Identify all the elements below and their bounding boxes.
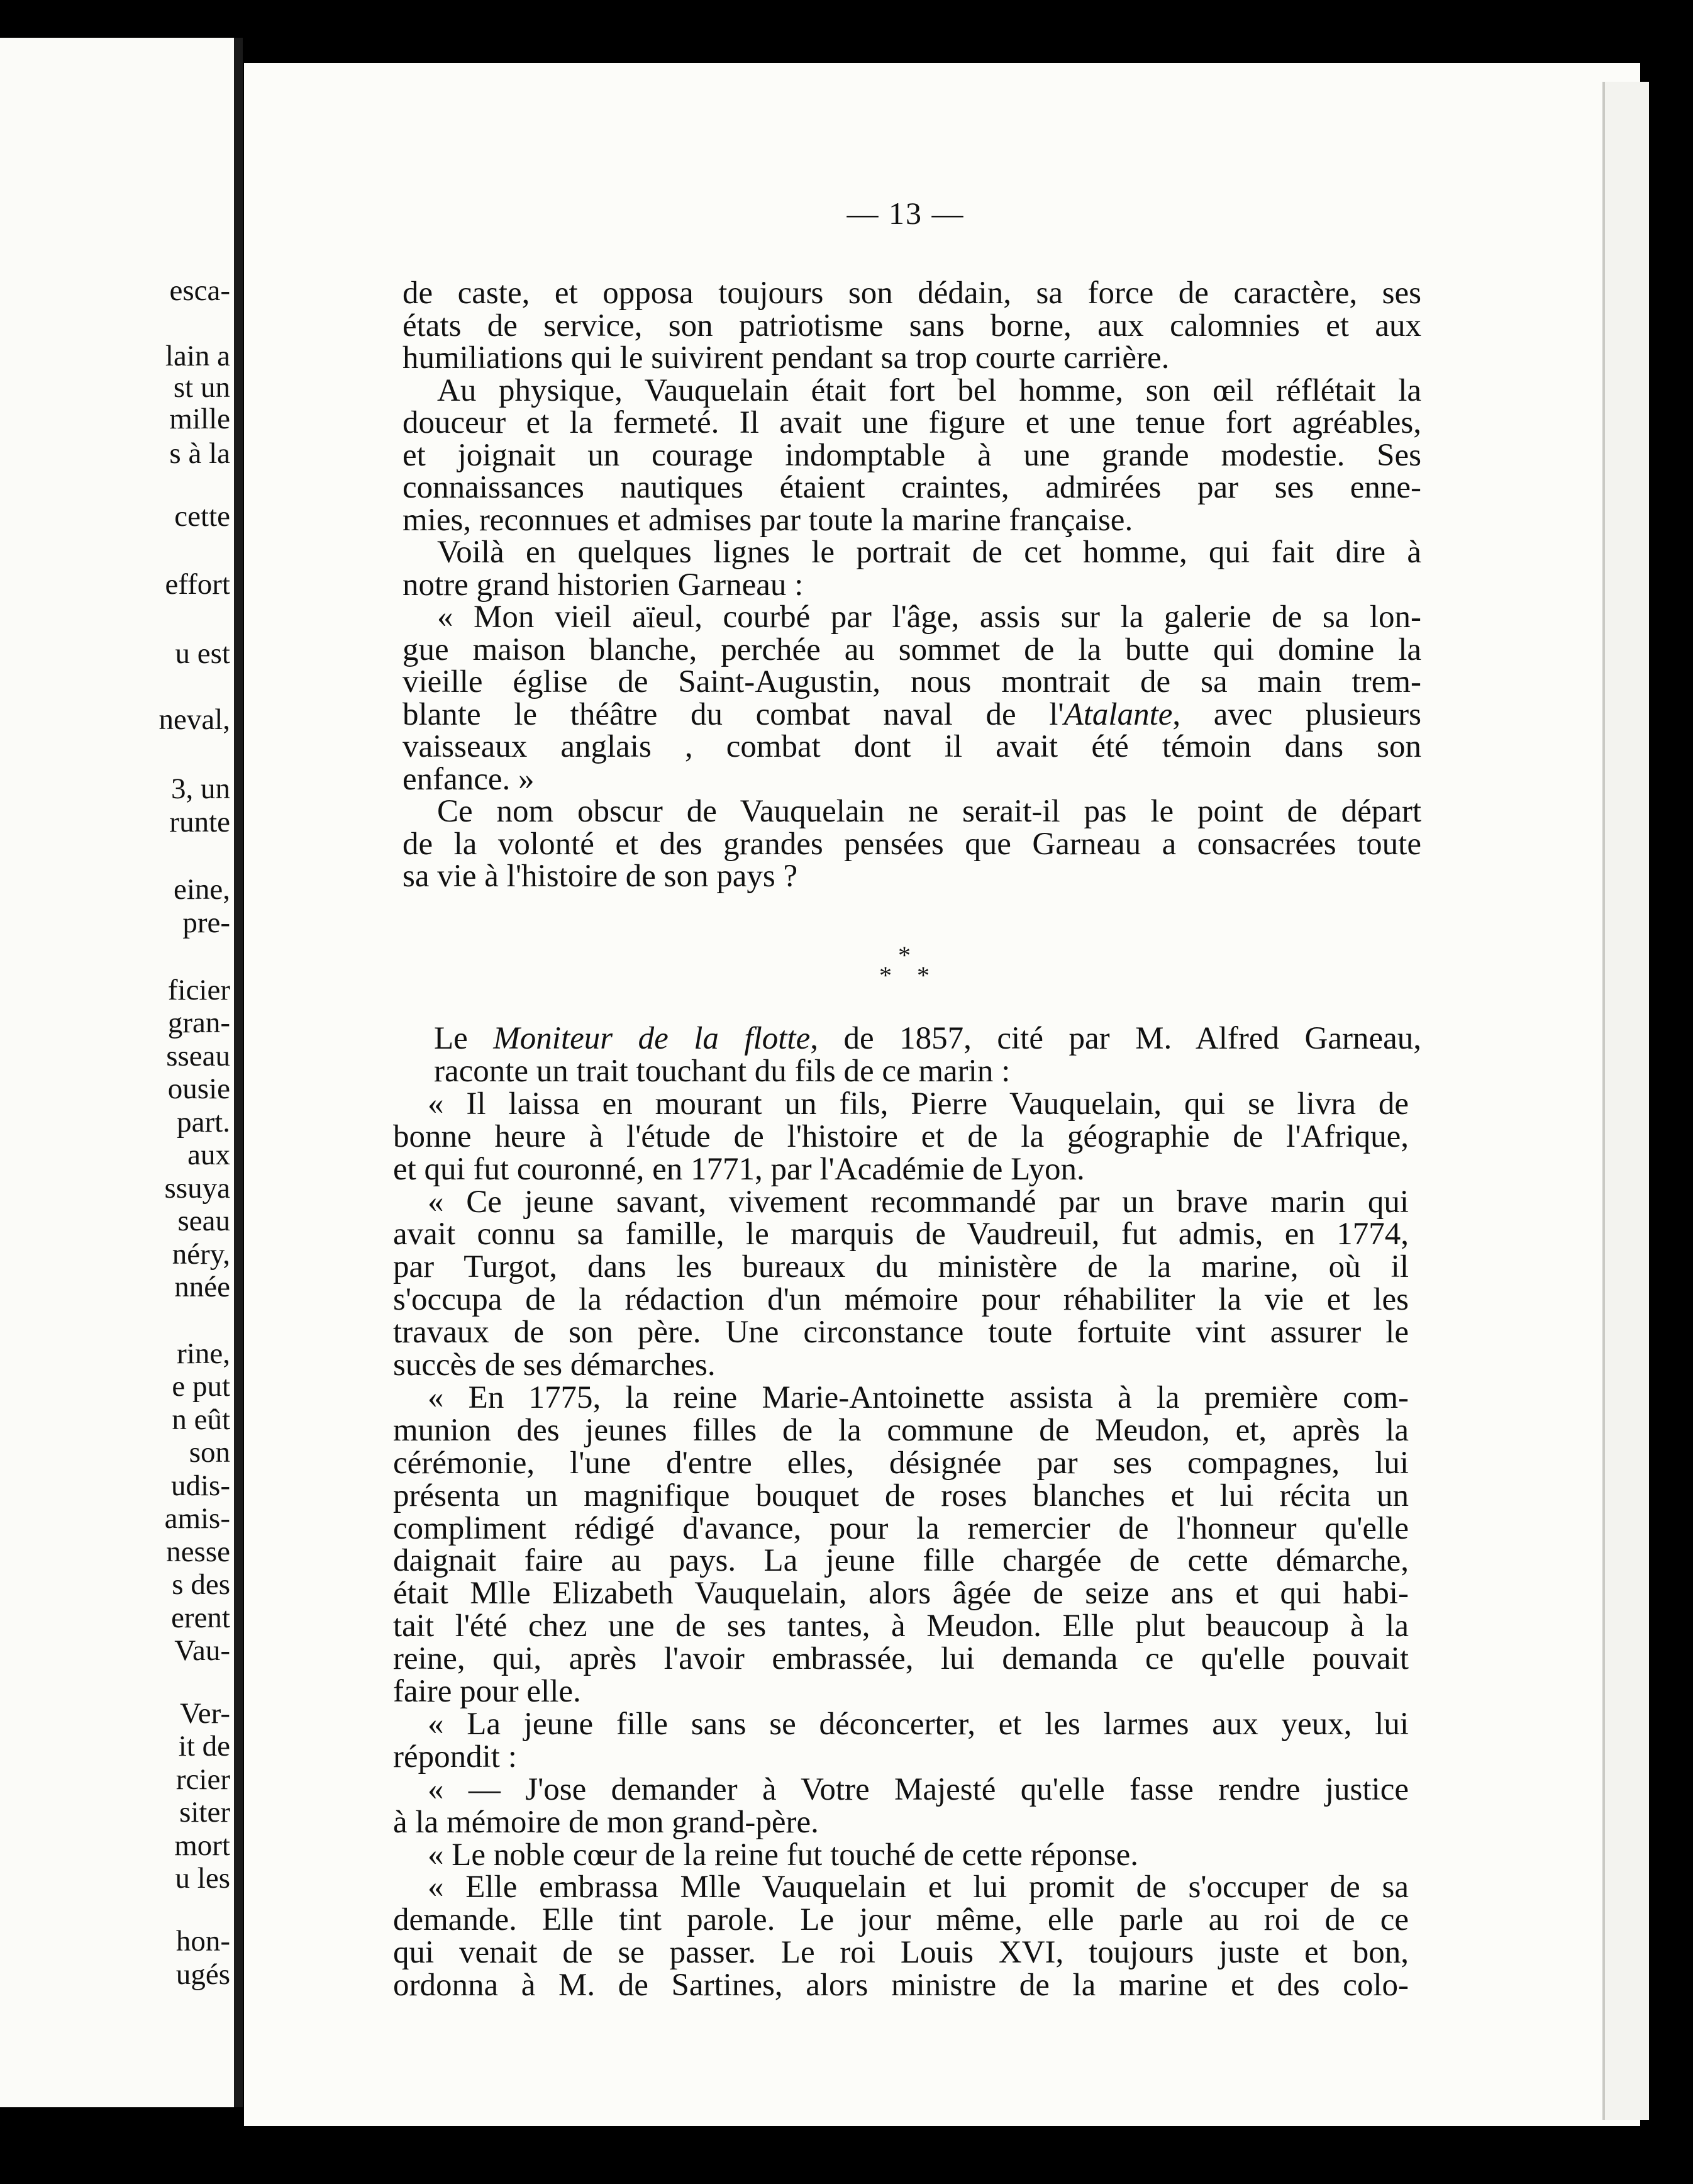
text-line (402, 471, 1421, 504)
text-span: à la mémoire de mon grand-père. (393, 1804, 819, 1840)
text-span: s'occupa de la rédaction d'un mémoire pour réhabiliter la vie et les (393, 1282, 1409, 1318)
text-span: cérémonie, l'une d'entre elles, désignée par ses compagnes, lui (393, 1445, 1409, 1481)
text-span: sa vie à l'histoire de son pays ? (402, 859, 798, 894)
left-page-fragment: rcier (175, 1763, 230, 1796)
left-page-fragment: hon- (175, 1925, 230, 1958)
text-span: mies, reconnues et admises par toute la marine française. (402, 502, 1133, 538)
text-span: ordonna à M. de Sartines, alors ministre de la marine et des colo- (393, 1968, 1409, 2003)
text-line (402, 406, 1421, 439)
text-span: « En 1775, la reine Marie-Antoinette assista à la première com- (428, 1379, 1409, 1415)
text-line (402, 569, 1421, 601)
text-span: « Le noble cœur de la reine fut touché de cette réponse. (428, 1837, 1138, 1873)
text-span: de caste, et opposa toujours son dédain, sa force de caractère, ses (402, 276, 1421, 311)
text-span: reine, qui, après l'avoir embrassée, lui demanda ce qu'elle pouvait (393, 1641, 1409, 1677)
left-page-fragment: neval, (158, 703, 230, 736)
left-page-fragment: st un (173, 371, 230, 404)
text-line (437, 795, 1421, 828)
text-line (402, 698, 1421, 731)
text-span: demande. Elle tint parole. Le jour même, elle parle au roi de ce (393, 1902, 1409, 1938)
text-line (437, 601, 1421, 633)
text-span: par Turgot, dans les bureaux du ministère de la marine, où il (393, 1249, 1409, 1285)
text-line (393, 1969, 1409, 2002)
text-line (393, 1512, 1409, 1545)
text-line (434, 1055, 1409, 1088)
text-line (393, 1283, 1409, 1316)
left-page-fragment: u les (175, 1862, 230, 1895)
text-span: Ce nom obscur de Vauquelain ne serait-il pas le point de départ (437, 794, 1421, 829)
text-span: gue maison blanche, perchée au sommet de la butte qui domine la (402, 632, 1421, 667)
text-line (402, 860, 1421, 893)
text-line (437, 536, 1421, 569)
text-line (393, 1903, 1409, 1936)
left-facing-page (0, 38, 243, 2107)
text-line (428, 1088, 1409, 1120)
text-span: enfance. » (402, 761, 535, 797)
page-edge (1602, 82, 1649, 2120)
section-asterism: * * * (879, 941, 930, 989)
left-page-fragment: seau (177, 1205, 230, 1237)
left-page-fragment: son (189, 1436, 230, 1469)
text-line (428, 1186, 1409, 1218)
italic-title: Atalante (1063, 696, 1173, 732)
text-line (393, 1577, 1409, 1610)
left-page-fragment: ousie (167, 1072, 230, 1105)
text-span: travaux de son père. Une circonstance toute fortuite vint assurer le (393, 1315, 1409, 1351)
left-page-fragment: pre- (182, 906, 230, 939)
text-span: Au physique, Vauquelain était fort bel homme, son œil réflétait la (437, 372, 1421, 408)
left-page-fragment: ficier (167, 974, 230, 1006)
text-span: compliment rédigé d'avance, pour la remercier de l'honneur qu'elle (393, 1510, 1409, 1546)
left-page-fragment: mort (174, 1829, 230, 1862)
left-page-fragment: Ver- (180, 1697, 230, 1730)
left-page-fragment: cette (174, 500, 230, 533)
text-span: répondit : (393, 1739, 517, 1774)
text-line (402, 828, 1421, 861)
text-span: « — J'ose demander à Votre Majesté qu'elle fasse rendre justice (428, 1771, 1409, 1807)
text-span: , avec plusieurs (1172, 696, 1421, 732)
text-line (393, 1414, 1409, 1447)
text-line (402, 439, 1421, 472)
text-span: et qui fut couronné, en 1771, par l'Académie de Lyon. (393, 1151, 1085, 1187)
left-page-fragment: lain a (165, 340, 230, 372)
text-span: vaisseaux anglais , combat dont il avait été témoin dans son (402, 729, 1421, 764)
left-page-fragment: s à la (169, 437, 230, 470)
text-span: raconte un trait touchant du fils de ce marin : (434, 1053, 1011, 1089)
text-span: daignait faire au pays. La jeune fille chargée de cette démarche, (393, 1543, 1409, 1579)
text-span: blante le théâtre du combat naval de l' (402, 696, 1064, 732)
text-span: était Mlle Elizabeth Vauquelain, alors âgée de seize ans et qui habi- (393, 1576, 1409, 1612)
text-line (393, 1120, 1409, 1153)
left-page-fragment: rine, (177, 1337, 230, 1370)
text-line (437, 374, 1421, 407)
text-line (428, 1708, 1409, 1741)
left-page-fragment: s des (172, 1568, 230, 1601)
text-span: , de 1857, cité par M. Alfred Garneau, (810, 1021, 1421, 1056)
text-line (428, 1773, 1409, 1806)
text-span: notre grand historien Garneau : (402, 567, 804, 603)
left-page-fragment: aux (187, 1139, 230, 1171)
left-page-fragment: néry, (172, 1238, 230, 1271)
text-line (393, 1349, 1409, 1381)
italic-title: Moniteur de la flotte (493, 1021, 811, 1056)
left-page-fragment: it de (178, 1730, 230, 1763)
text-line (402, 666, 1421, 698)
text-span: qui venait de se passer. Le roi Louis XVI, toujours juste et bon, (393, 1935, 1409, 1971)
left-page-fragment: eine, (173, 873, 230, 906)
text-line (402, 277, 1421, 309)
text-span: faire pour elle. (393, 1674, 581, 1709)
left-page-fragment: gran- (167, 1006, 230, 1039)
text-span: douceur et la fermeté. Il avait une figure et une tenue fort agréables, (402, 405, 1421, 440)
text-line (402, 763, 1421, 796)
left-page-fragment: n eût (172, 1403, 230, 1436)
left-page-fragment: ugés (175, 1958, 230, 1991)
text-line (393, 1251, 1409, 1283)
text-span: « Mon vieil aïeul, courbé par l'âge, assis sur la galerie de sa lon- (437, 599, 1421, 635)
text-line (393, 1479, 1409, 1512)
text-line (393, 1218, 1409, 1251)
text-span: « Ce jeune savant, vivement recommandé par un brave marin qui (428, 1184, 1409, 1220)
text-span: Voilà en quelques lignes le portrait de cet homme, qui fait dire à (437, 535, 1421, 570)
left-page-fragment: sseau (166, 1040, 230, 1072)
text-span: munion des jeunes filles de la commune de Meudon, et, après la (393, 1412, 1409, 1448)
text-line (393, 1153, 1409, 1186)
text-line (428, 1871, 1409, 1903)
text-line (402, 633, 1421, 666)
page-number: — 13 — (846, 196, 965, 231)
text-span: Le (434, 1021, 494, 1056)
text-span: tait l'été chez une de ses tantes, à Meudon. Elle plut beaucoup à la (393, 1608, 1409, 1644)
text-span: bonne heure à l'étude de l'histoire et de la géographie de l'Afrique, (393, 1118, 1409, 1154)
text-span: « Il laissa en mourant un fils, Pierre Vauquelain, qui se livra de (428, 1086, 1409, 1122)
text-line (393, 1610, 1409, 1642)
text-span: présenta un magnifique bouquet de roses blanches et lui récita un (393, 1478, 1409, 1513)
left-page-fragment: part. (177, 1106, 230, 1139)
text-line (393, 1936, 1409, 1969)
text-line (402, 504, 1421, 537)
text-line (428, 1839, 1409, 1871)
left-page-fragment: nesse (166, 1535, 230, 1568)
left-page-fragment: udis- (171, 1469, 230, 1502)
text-span: succès de ses démarches. (393, 1347, 716, 1383)
left-page-fragment: effort (165, 568, 230, 601)
text-line (393, 1806, 1409, 1839)
text-span: connaissances nautiques étaient craintes, admirées par ses enne- (402, 470, 1421, 505)
text-line (402, 730, 1421, 763)
left-page-fragment: e put (172, 1370, 230, 1403)
text-span: états de service, son patriotisme sans borne, aux calomnies et aux (402, 308, 1421, 343)
text-span: avait connu sa famille, le marquis de Vaudreuil, fut admis, en 1774, (393, 1217, 1409, 1252)
text-span: et joignait un courage indomptable à une grande modestie. Ses (402, 437, 1421, 473)
left-page-fragment: siter (179, 1796, 230, 1829)
text-span: « Elle embrassa Mlle Vauquelain et lui promit de s'occuper de sa (428, 1869, 1409, 1905)
text-line (434, 1022, 1421, 1055)
text-line (393, 1675, 1409, 1708)
left-page-fragment: amis- (164, 1502, 230, 1535)
text-span: « La jeune fille sans se déconcerter, et les larmes aux yeux, lui (428, 1706, 1409, 1742)
left-page-fragment: u est (175, 637, 230, 670)
text-line (393, 1544, 1409, 1577)
text-span: humiliations qui le suivirent pendant sa trop courte carrière. (402, 340, 1170, 376)
left-page-fragment: nnée (174, 1271, 230, 1303)
left-page-fragment: ssuya (164, 1172, 230, 1205)
text-span: vieille église de Saint-Augustin, nous montrait de sa main trem- (402, 664, 1421, 699)
text-line (393, 1316, 1409, 1349)
text-span: de la volonté et des grandes pensées que Garneau a consacrées toute (402, 826, 1421, 862)
text-line (393, 1741, 1409, 1773)
left-page-fragment: 3, un (171, 772, 230, 805)
left-page-fragment: esca- (169, 274, 230, 307)
text-line (393, 1447, 1409, 1479)
text-line (402, 342, 1421, 374)
text-line (428, 1381, 1409, 1414)
left-page-fragment: runte (169, 806, 230, 838)
left-page-fragment: Vau- (174, 1634, 230, 1667)
text-line (402, 309, 1421, 342)
left-page-fragment: erent (171, 1602, 230, 1634)
left-page-fragment: mille (169, 403, 230, 435)
text-line (393, 1642, 1409, 1675)
